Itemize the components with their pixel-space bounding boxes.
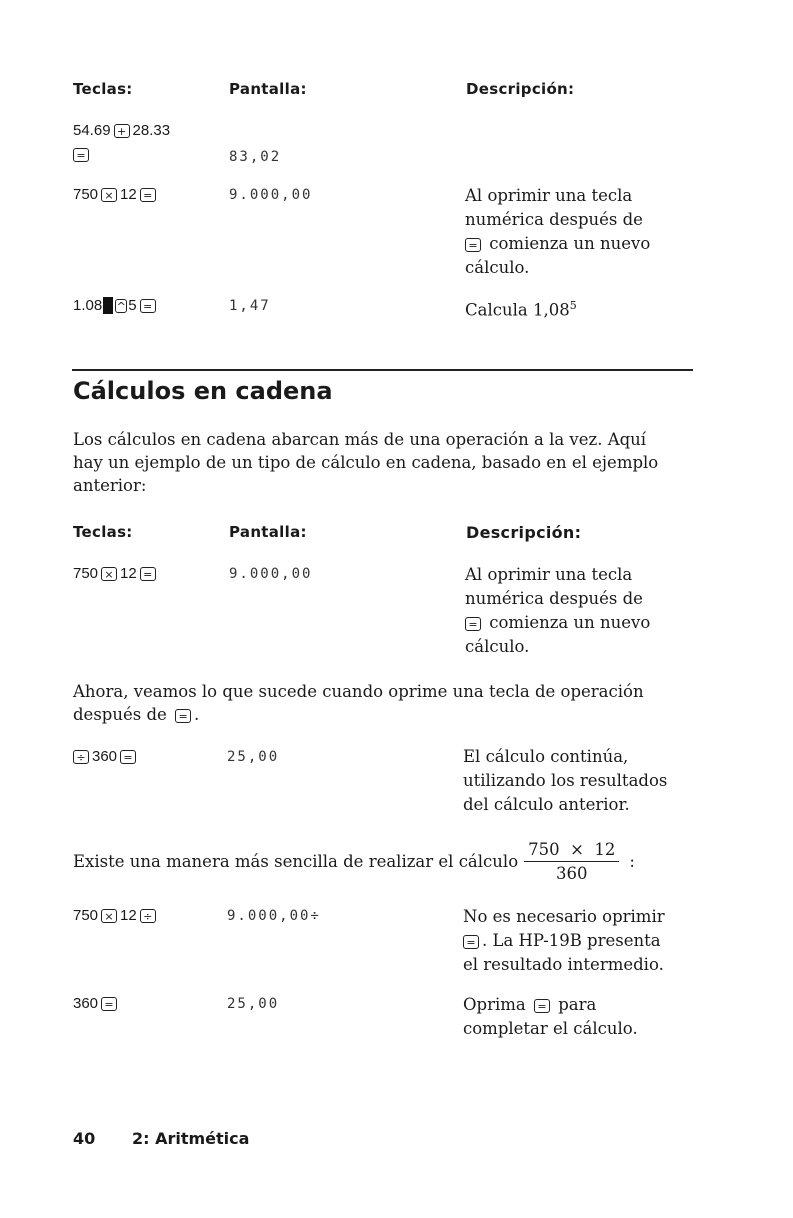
paragraph-line: Ahora, veamos lo que sucede cuando oprime una tecla de operación	[73, 682, 644, 701]
section-divider	[72, 369, 693, 371]
description-line: numérica después de	[465, 589, 643, 608]
description-text: comienza un nuevo	[489, 613, 651, 632]
fraction	[524, 838, 619, 885]
description-line: cálculo.	[465, 258, 530, 277]
paragraph-text: Existe una manera más sencilla de realizar el cálculo	[73, 852, 519, 871]
display-value: 9.000,00	[229, 187, 313, 203]
description-line: cálculo.	[465, 637, 530, 656]
multiply-key: ×	[101, 909, 117, 923]
description-line: Al oprimir una tecla	[465, 565, 633, 584]
description-line	[463, 993, 753, 1017]
keystroke-row-1	[73, 122, 170, 139]
number: 54.69	[73, 122, 111, 139]
paragraph-text: .	[194, 705, 200, 724]
paragraph-3	[73, 838, 753, 885]
description-line	[465, 232, 755, 256]
number: 360	[73, 995, 99, 1012]
display-value: 25,00	[227, 996, 280, 1012]
equals-key: =	[534, 999, 550, 1013]
paragraph-text: :	[629, 852, 635, 871]
display-value: 1,47	[229, 298, 271, 314]
description-text: Oprima	[463, 995, 526, 1014]
number: 1.08	[73, 297, 103, 314]
number: 360	[92, 748, 118, 765]
equals-key: =	[140, 299, 156, 313]
keystroke-row-4	[73, 297, 159, 314]
divide-key: ÷	[73, 750, 89, 764]
display-value: 9.000,00	[229, 566, 313, 582]
chapter-title: 2: Aritmética	[132, 1129, 250, 1148]
description-line: el resultado intermedio.	[463, 955, 664, 974]
display-header: Pantalla:	[229, 523, 307, 541]
description-line: completar el cálculo.	[463, 1019, 638, 1038]
keystroke-row-2	[70, 148, 92, 162]
description-text: . La HP-19B presenta	[482, 931, 661, 950]
number: 750	[73, 907, 99, 924]
description-line	[463, 929, 763, 953]
plus-key: +	[114, 124, 130, 138]
equals-key: =	[140, 567, 156, 581]
display-value: 25,00	[227, 749, 280, 765]
display-value: 9.000,00÷	[227, 908, 321, 924]
number: 12	[120, 186, 137, 203]
description-line: No es necesario oprimir	[463, 907, 665, 926]
keys-header: Teclas:	[73, 80, 133, 98]
description-header: Descripción:	[466, 80, 575, 98]
number: 750	[73, 186, 99, 203]
keystroke-row-5	[73, 565, 159, 582]
description-line: El cálculo continúa,	[463, 747, 629, 766]
paragraph-line: hay un ejemplo de un tipo de cálculo en cadena, basado en el ejemplo	[73, 453, 659, 472]
keystroke-row-8	[73, 995, 120, 1012]
paragraph-line: anterior:	[73, 476, 147, 495]
number: 28.33	[132, 122, 171, 139]
description-line: Al oprimir una tecla	[465, 186, 633, 205]
shift-key-icon	[103, 297, 113, 314]
description	[465, 563, 755, 659]
exponent: 5	[569, 299, 577, 312]
number: 12	[120, 565, 137, 582]
description-header: Descripción:	[466, 523, 582, 542]
description-line	[465, 611, 755, 635]
description	[463, 745, 753, 817]
paragraph-line	[73, 703, 733, 726]
divide-key: ÷	[140, 909, 156, 923]
keystroke-row-6	[70, 748, 139, 765]
equals-key: =	[140, 188, 156, 202]
number: 750	[73, 565, 99, 582]
keystroke-row-3	[73, 186, 159, 203]
fraction-denominator: 360	[556, 864, 588, 883]
number: 12	[120, 907, 137, 924]
equals-key: =	[465, 238, 481, 252]
description-text: comienza un nuevo	[489, 234, 651, 253]
paragraph-text: después de	[73, 705, 167, 724]
description	[465, 294, 577, 323]
multiply-key: ×	[101, 567, 117, 581]
power-key: ^	[116, 299, 126, 313]
description	[465, 184, 755, 280]
description-line: del cálculo anterior.	[463, 795, 630, 814]
equals-key: =	[463, 935, 479, 949]
section-title: Cálculos en cadena	[73, 377, 333, 405]
paragraph-line: Los cálculos en cadena abarcan más de una operación a la vez. Aquí	[73, 430, 647, 449]
multiply-key: ×	[101, 188, 117, 202]
keystroke-row-7	[73, 907, 159, 924]
page-number: 40	[73, 1129, 96, 1148]
equals-key: =	[101, 997, 117, 1011]
description	[463, 905, 763, 977]
description-line: utilizando los resultados	[463, 771, 668, 790]
paragraph-2	[73, 680, 733, 726]
keys-header: Teclas:	[73, 523, 133, 541]
display-value: 83,02	[229, 149, 282, 165]
equals-key: =	[120, 750, 136, 764]
display-header: Pantalla:	[229, 80, 307, 98]
description-text: para	[558, 995, 597, 1014]
description	[463, 993, 753, 1041]
fraction-numerator: 750 × 12	[524, 838, 619, 862]
description-line: numérica después de	[465, 210, 643, 229]
description-text: Calcula 1,08	[465, 300, 570, 320]
intro-paragraph	[73, 428, 733, 497]
equals-key: =	[73, 148, 89, 162]
equals-key: =	[175, 709, 191, 723]
number: 5	[128, 297, 137, 314]
equals-key: =	[465, 617, 481, 631]
